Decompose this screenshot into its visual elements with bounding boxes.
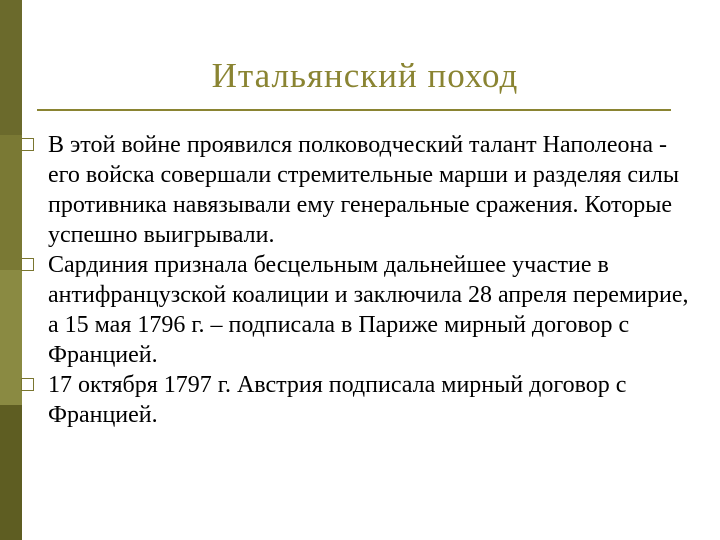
bullet-text: В этой войне проявился полководческий талант Наполеона - его войска совершали стремительные марши и разделяя силы противника навязывали ему генеральные сражения. Которые успешно выигрывали. <box>48 132 680 248</box>
bullet-item-3 <box>18 370 698 430</box>
bullet-item-1 <box>18 130 698 250</box>
band-segment <box>0 0 22 135</box>
hollow-square-icon <box>21 138 34 151</box>
bullet-list <box>18 130 698 430</box>
bullet-text: 17 октября 1797 г. Австрия подписала мирный договор с Францией. <box>48 372 627 428</box>
bullet-item-2 <box>18 250 698 370</box>
hollow-square-icon <box>21 258 34 271</box>
hollow-square-icon <box>21 378 34 391</box>
title-underline <box>37 109 671 111</box>
bullet-text: Сардиния признала бесцельным дальнейшее участие в антифранцузской коалиции и заключила 28 апреля перемирие, а 15 мая 1796 г. – подписала в Париже мирный договор с Францией. <box>48 252 689 368</box>
slide-title: Итальянский поход <box>211 56 519 95</box>
